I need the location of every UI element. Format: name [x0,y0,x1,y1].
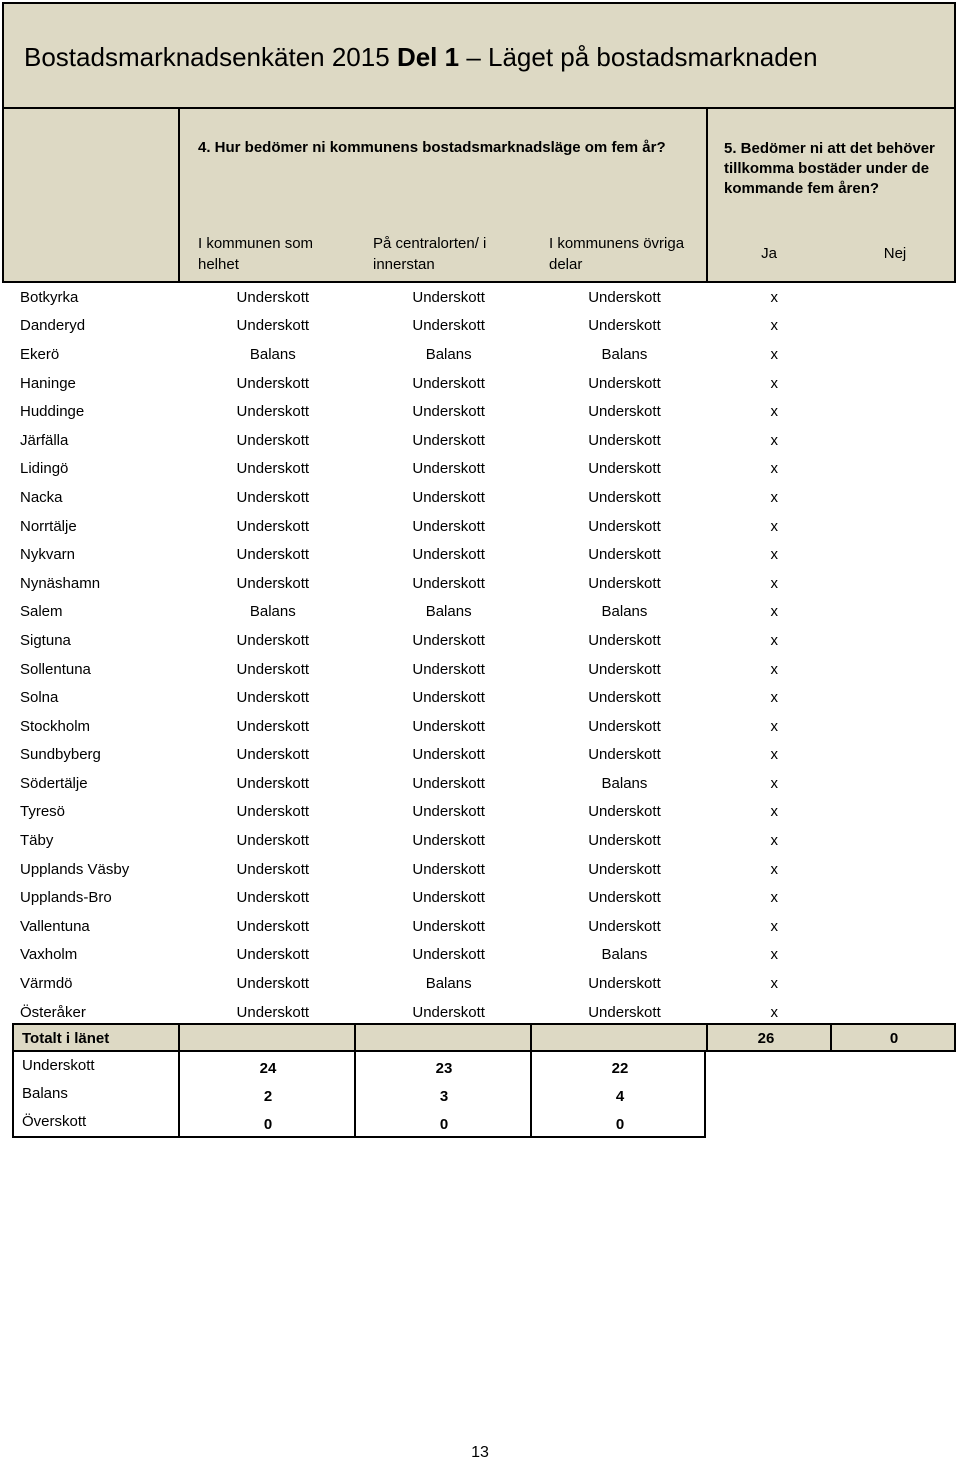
cell-no [836,455,960,484]
cell-whole: Underskott [236,946,310,964]
cell-center: Underskott [412,746,485,764]
cell-whole: Underskott [236,517,310,535]
table-row [12,712,960,741]
table-row [12,340,960,369]
cell-center: Underskott [412,403,485,421]
table-row [12,826,960,855]
cell-center: Underskott [412,660,485,678]
cell-other: Underskott [588,689,661,707]
cell-no [836,883,960,912]
municipality-name: Sundbyberg [20,746,101,764]
table-row [12,769,960,798]
cell-yes: x [770,689,779,707]
cell-no [836,741,960,770]
cell-center: Underskott [412,1003,485,1021]
cell-yes: x [770,975,779,993]
summary-label: Underskott [22,1057,95,1074]
municipality-name: Salem [20,603,63,621]
cell-whole: Balans [249,603,296,621]
cell-no [836,683,960,712]
cell-yes: x [770,403,779,421]
municipality-name: Södertälje [20,774,88,792]
cell-other: Underskott [588,317,661,335]
municipality-name: Järfälla [20,431,69,449]
cell-other: Balans [601,345,648,363]
table-row [12,540,960,569]
cell-center: Underskott [412,689,485,707]
total-label: Totalt i länet [22,1030,110,1047]
cell-other: Underskott [588,288,661,306]
cell-other: Underskott [588,574,661,592]
cell-no [836,626,960,655]
cell-yes: x [770,889,779,907]
cell-whole: Underskott [236,774,310,792]
cell-center: Underskott [412,889,485,907]
cell-whole: Underskott [236,975,310,993]
col-header-yes: Ja [761,245,777,262]
cell-other: Underskott [588,1003,661,1021]
cell-no [836,655,960,684]
cell-other: Underskott [588,917,661,935]
municipality-name: Norrtälje [20,517,77,535]
summary-value: 0 [615,1116,625,1133]
cell-yes: x [770,1003,779,1021]
cell-yes: x [770,517,779,535]
municipality-name: Upplands-Bro [20,889,112,907]
cell-no [836,598,960,627]
cell-yes: x [770,860,779,878]
cell-no [836,798,960,827]
cell-whole: Underskott [236,403,310,421]
cell-yes: x [770,431,779,449]
table-row [12,969,960,998]
municipality-name: Huddinge [20,403,85,421]
col-header-whole: I kommunen som helhet [198,235,314,273]
municipality-name: Österåker [20,1003,86,1021]
table-row [12,626,960,655]
summary-value: 3 [439,1088,449,1105]
cell-center: Underskott [412,803,485,821]
summary-row [14,1080,704,1108]
cell-whole: Underskott [236,660,310,678]
col-header-center: På centralorten/ i innerstan [373,235,487,273]
cell-no [836,941,960,970]
summary-value: 22 [611,1060,629,1077]
cell-yes: x [770,546,779,564]
municipality-name: Vaxholm [20,946,78,964]
cell-yes: x [770,488,779,506]
cell-other: Underskott [588,803,661,821]
table-row [12,683,960,712]
cell-no [836,283,960,312]
cell-other: Underskott [588,374,661,392]
cell-yes: x [770,746,779,764]
cell-yes: x [770,460,779,478]
cell-no [836,397,960,426]
cell-whole: Underskott [236,689,310,707]
table-row [12,397,960,426]
cell-no [836,540,960,569]
cell-center: Underskott [412,460,485,478]
summary-row [14,1052,704,1080]
cell-other: Underskott [588,860,661,878]
cell-center: Balans [425,603,472,621]
cell-other: Underskott [588,660,661,678]
cell-no [836,483,960,512]
cell-center: Underskott [412,774,485,792]
cell-center: Underskott [412,288,485,306]
summary-value: 0 [439,1116,449,1133]
cell-whole: Underskott [236,574,310,592]
municipality-name: Solna [20,689,59,707]
cell-whole: Underskott [236,1003,310,1021]
municipality-name: Sigtuna [20,631,71,649]
cell-whole: Underskott [236,431,310,449]
cell-center: Underskott [412,488,485,506]
cell-whole: Underskott [236,488,310,506]
total-row [12,1023,956,1052]
cell-other: Balans [601,946,648,964]
cell-yes: x [770,574,779,592]
cell-center: Underskott [412,431,485,449]
municipality-name: Ekerö [20,345,60,363]
total-yes: 26 [757,1030,775,1047]
cell-whole: Underskott [236,631,310,649]
cell-yes: x [770,946,779,964]
divider [178,1025,180,1050]
summary-value: 0 [263,1116,273,1133]
cell-other: Underskott [588,488,661,506]
cell-whole: Underskott [236,546,310,564]
cell-center: Underskott [412,917,485,935]
summary-table [12,1052,706,1138]
table-row [12,512,960,541]
table-row [12,598,960,627]
cell-yes: x [770,374,779,392]
cell-no [836,426,960,455]
cell-no [836,969,960,998]
cell-whole: Underskott [236,288,310,306]
page-title [24,42,818,73]
question-4: 4. Hur bedömer ni kommunens bostadsmarknadsläge om fem år? [198,139,666,156]
cell-yes: x [770,603,779,621]
municipality-name: Botkyrka [20,288,79,306]
table-row [12,741,960,770]
title-prefix: Bostadsmarknadsenkäten 2015 [24,42,390,72]
cell-no [836,340,960,369]
cell-other: Underskott [588,717,661,735]
cell-yes: x [770,832,779,850]
municipality-name: Nacka [20,488,63,506]
cell-no [836,826,960,855]
cell-whole: Underskott [236,889,310,907]
summary-row [14,1108,704,1136]
cell-yes: x [770,317,779,335]
cell-whole: Underskott [236,803,310,821]
cell-yes: x [770,660,779,678]
cell-center: Underskott [412,860,485,878]
municipality-name: Upplands Väsby [20,860,130,878]
cell-yes: x [770,631,779,649]
cell-other: Underskott [588,975,661,993]
summary-label: Balans [22,1085,68,1102]
title-suffix: – Läget på bostadsmarknaden [459,42,818,72]
municipality-name: Vallentuna [20,917,90,935]
cell-center: Underskott [412,832,485,850]
summary-value: 2 [263,1088,273,1105]
table-row [12,483,960,512]
municipality-name: Nynäshamn [20,574,101,592]
cell-no [836,912,960,941]
cell-whole: Underskott [236,317,310,335]
cell-other: Balans [601,603,648,621]
municipality-name: Tyresö [20,803,66,821]
col-header-other: I kommunens övriga delar [549,235,685,273]
municipality-table [12,283,960,1026]
cell-no [836,712,960,741]
cell-whole: Underskott [236,460,310,478]
cell-whole: Underskott [236,860,310,878]
cell-other: Underskott [588,460,661,478]
summary-label: Överskott [22,1113,87,1130]
table-row [12,883,960,912]
cell-whole: Underskott [236,832,310,850]
cell-center: Balans [425,345,472,363]
cell-other: Underskott [588,403,661,421]
summary-value: 24 [259,1060,277,1077]
cell-other: Underskott [588,631,661,649]
municipality-name: Lidingö [20,460,69,478]
municipality-name: Sollentuna [20,660,91,678]
table-row [12,569,960,598]
cell-center: Underskott [412,717,485,735]
cell-yes: x [770,803,779,821]
cell-other: Underskott [588,889,661,907]
cell-center: Underskott [412,374,485,392]
page-number: 13 [471,1444,489,1461]
cell-whole: Underskott [236,917,310,935]
cell-other: Balans [601,774,648,792]
table-row [12,455,960,484]
question-header [2,109,956,283]
cell-no [836,855,960,884]
municipality-name: Haninge [20,374,76,392]
cell-no [836,769,960,798]
total-no: 0 [889,1030,899,1047]
cell-whole: Underskott [236,717,310,735]
cell-other: Underskott [588,746,661,764]
cell-whole: Balans [249,345,296,363]
cell-center: Underskott [412,631,485,649]
divider [178,109,180,281]
table-row [12,655,960,684]
table-row [12,941,960,970]
table-row [12,283,960,312]
municipality-name: Danderyd [20,317,86,335]
title-bold: Del 1 [396,42,460,72]
cell-center: Underskott [412,517,485,535]
table-row [12,912,960,941]
municipality-name: Stockholm [20,717,91,735]
cell-no [836,569,960,598]
cell-other: Underskott [588,517,661,535]
cell-whole: Underskott [236,374,310,392]
table-row [12,426,960,455]
cell-whole: Underskott [236,746,310,764]
cell-center: Underskott [412,317,485,335]
cell-center: Underskott [412,546,485,564]
cell-center: Balans [425,975,472,993]
table-row [12,369,960,398]
cell-no [836,312,960,341]
summary-value: 4 [615,1088,625,1105]
municipality-name: Värmdö [20,975,73,993]
cell-yes: x [770,345,779,363]
summary-value: 23 [435,1060,453,1077]
cell-yes: x [770,717,779,735]
cell-yes: x [770,774,779,792]
page-header [2,2,956,109]
municipality-name: Nykvarn [20,546,76,564]
cell-no [836,512,960,541]
cell-no [836,369,960,398]
table-row [12,855,960,884]
cell-other: Underskott [588,832,661,850]
cell-yes: x [770,288,779,306]
col-header-no: Nej [883,245,907,262]
table-row [12,312,960,341]
divider [530,1025,532,1050]
cell-other: Underskott [588,546,661,564]
cell-center: Underskott [412,574,485,592]
cell-center: Underskott [412,946,485,964]
table-row [12,798,960,827]
table-body [12,283,960,1026]
municipality-name: Täby [20,832,54,850]
cell-other: Underskott [588,431,661,449]
question-5: 5. Bedömer ni att det behöver tillkomma bostäder under de kommande fem åren? [724,140,935,197]
cell-yes: x [770,917,779,935]
divider [354,1025,356,1050]
